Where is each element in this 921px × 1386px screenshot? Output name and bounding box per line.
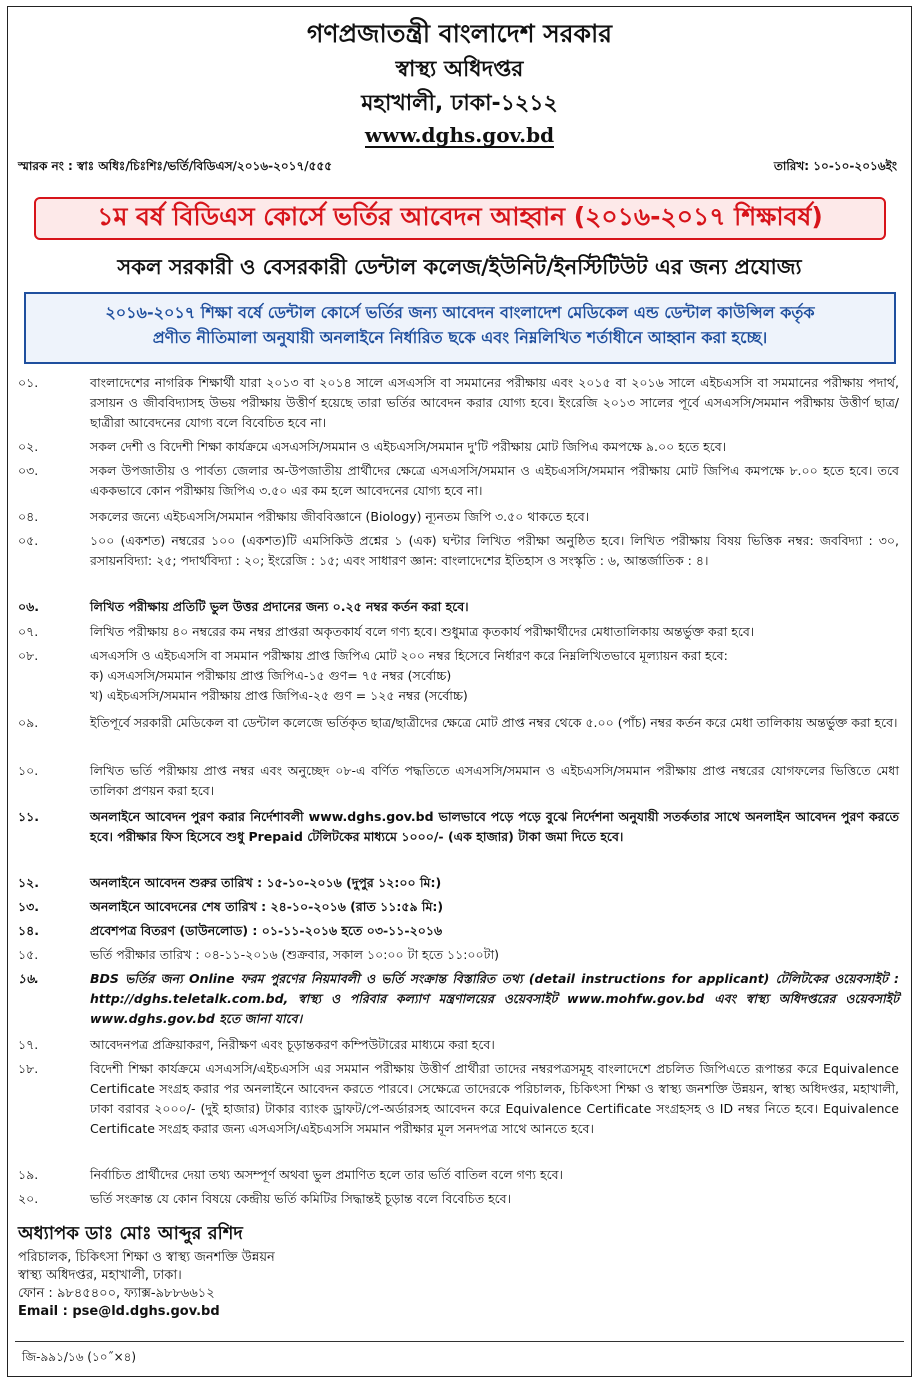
notice-subtitle: সকল সরকারী ও বেসরকারী ডেন্টাল কলেজ/ইউনিট/ইনস্টিটিউট এর জন্য প্রযোজ্য: [117, 255, 802, 279]
intro-box: [24, 292, 896, 364]
item-number: ০১.: [18, 375, 39, 390]
item-number: ০৬.: [18, 599, 40, 614]
item-text: অনলাইনে আবেদনের শেষ তারিখ : ২৪-১০-২০১৬ (রাত ১১:৫৯ মি:): [90, 899, 444, 914]
item-number: ২০.: [18, 1191, 39, 1206]
item-number: ১৯.: [18, 1167, 39, 1182]
website-link[interactable]: www.dghs.gov.bd: [364, 123, 555, 147]
item-text: সকল দেশী ও বিদেশী শিক্ষা কার্যক্রমে এসএসসি/সমমান ও এইচএসসি/সমমান দু'টি পরীক্ষায় মোট জিপিএ কমপক্ষে ৯.০০ হতে হবে।: [90, 439, 727, 454]
title-banner: [34, 197, 886, 240]
item-text: আবেদনপত্র প্রক্রিয়াকরণ, নিরীক্ষণ এবং চূড়ান্তকরণ কম্পিউটারের মাধ্যমে করা হবে।: [90, 1037, 495, 1052]
item-number: ১৩.: [18, 899, 39, 914]
contact-email[interactable]: Email : pse@ld.dghs.gov.bd: [18, 1304, 220, 1319]
notice-date: তারিখ: ১০-১০-২০১৬ইং: [773, 159, 897, 173]
item-number: ০৭.: [18, 624, 39, 639]
item-subpoint-b: খ) এইচএসসি/সমমান পরীক্ষায় প্রাপ্ত জিপিএ-২৫ গুণ = ১২৫ নম্বর (সর্বোচ্চ): [90, 688, 468, 703]
govt-name: গণপ্রজাতন্ত্রী বাংলাদেশ সরকার: [307, 19, 612, 48]
item-text: লিখিত ভর্তি পরীক্ষায় প্রাপ্ত নম্বর এবং অনুচ্ছেদ ০৮-এ বর্ণিত পদ্ধতিতে এসএসসি/সমমান ও এইচএসসি/সমমান পরীক্ষায় প্রাপ্ত নম্বরের যোগফলের ভিত্তিতে মেধা তালিকা প্রণয়ন করা হবে।: [90, 763, 899, 798]
item-number: ১৫.: [18, 947, 39, 962]
item-text: অনলাইনে আবেদন পুরণ করার নির্দেশাবলী www.dghs.gov.bd ভালভাবে পড়ে পড়ে বুঝে নির্দেশনা অনুযায়ী সতর্কতার সাথে অনলাইন আবেদন পুরণ করতে হবে। পরীক্ষার ফিস হিসেবে শুধু Prepaid টেলিটকের মাধ্যমে ১০০০/- (এক হাজার) টাকা জমা দিতে হবে।: [90, 809, 899, 844]
item-text: ভর্তি সংক্রান্ত যে কোন বিষয়ে কেন্দ্রীয় ভর্তি কমিটির সিদ্ধান্তই চূড়ান্ত বলে বিবেচিত হবে।: [90, 1191, 512, 1206]
signatory-name: অধ্যাপক ডাঃ মোঃ আব্দুর রশিদ: [18, 1223, 243, 1244]
footer-divider: [15, 1341, 904, 1342]
item-text: বিদেশী শিক্ষা কার্যক্রমে এসএসসি/এইচএসসি এর সমমান পরীক্ষায় উত্তীর্ণ প্রার্থীরা তাদের নম্বরপত্রসমূহ বাংলাদেশে প্রচলিত জিপিএতে রূপান্তর করে Equivalence Certificate সংগ্রহ করার পর অনলাইনে আবেদন করতে পারবে। সেক্ষেত্রে তাদেরকে পরিচালক, চিকিৎসা শিক্ষা ও স্বাস্থ্য জনশক্তি উন্নয়ন, স্বাস্থ্য অধিদপ্তর, মহাখালী, ঢাকা বরাবর ২০০০/- (দুই হাজার) টাকার ব্যাংক ড্রাফট/পে-অর্ডারসহ আবেদন করে Equivalence Certificate সংগ্রহসহ ও ID নম্বর নিতে হবে। Equivalence Certificate সংগ্রহ করার জন্য এসএসসি/এইচএসসি সমমান পরীক্ষার মূল সনদপত্র সাথে আনতে হবে।: [90, 1061, 899, 1136]
signatory-designation: পরিচালক, চিকিৎসা শিক্ষা ও স্বাস্থ্য জনশক্তি উন্নয়ন: [18, 1250, 275, 1265]
item-number: ১০.: [18, 763, 39, 778]
item-text: সকল উপজাতীয় ও পার্বত্য জেলার অ-উপজাতীয় প্রার্থীদের ক্ষেত্রে এসএসসি/সমমান ও এইচএসসি/সমমান পরীক্ষায় মোট জিপিএ কমপক্ষে ৮.০০ হতে হবে। তবে এককভাবে কোন পরীক্ষায় জিপিএ ৩.৫০ এর কম হলে আবেদনের যোগ্য হবে না।: [90, 463, 899, 498]
memo-number: স্মারক নং : স্বাঃ অধিঃ/চিঃশিঃ/ভর্তি/বিডিএস/২০১৬-২০১৭/৫৫৫: [18, 159, 333, 173]
item-text: এসএসসি ও এইচএসসি বা সমমান পরীক্ষায় প্রাপ্ত জিপিএ মোট ২০০ নম্বর হিসেবে নির্ধারণ করে নিম্নলিখিতভাবে মূল্যায়ন করা হবে:: [90, 648, 728, 663]
item-text: নির্বাচিত প্রার্থীদের দেয়া তথ্য অসম্পূর্ণ অথবা ভুল প্রমাণিত হলে তার ভর্তি বাতিল বলে গণ্য হবে।: [90, 1167, 564, 1182]
item-subpoint-a: ক) এসএসসি/সমমান পরীক্ষায় প্রাপ্ত জিপিএ-১৫ গুণ= ৭৫ নম্বর (সর্বোচ্চ): [90, 668, 452, 683]
govt-ad-code: জি-৯৯১/১৬ (১০˝×৪): [22, 1350, 137, 1364]
item-text: সকলের জন্যে এইচএসসি/সমমান পরীক্ষায় জীববিজ্ঞানে (Biology) ন্যূনতম জিপি ৩.৫০ থাকতে হবে।: [90, 509, 590, 524]
intro-line-1: ২০১৬-২০১৭ শিক্ষা বর্ষে ডেন্টাল কোর্সে ভর্তির জন্য আবেদন বাংলাদেশ মেডিকেল এন্ড ডেন্টাল কাউন্সিল কর্তৃক: [105, 303, 815, 322]
address: মহাখালী, ঢাকা-১২১২: [361, 91, 558, 116]
signatory-office: স্বাস্থ্য অধিদপ্তর, মহাখালী, ঢাকা।: [18, 1268, 182, 1283]
item-text: লিখিত পরীক্ষায় ৪০ নম্বরের কম নম্বর প্রাপ্তরা অকৃতকার্য বলে গণ্য হবে। শুধুমাত্র কৃতকার্য পরীক্ষার্থীদের মেধাতালিকায় অন্তর্ভুক্ত করা হবে।: [90, 624, 755, 639]
item-number: ১২.: [18, 875, 39, 890]
contact-phone: ফোন : ৯৮৪৫৪০০, ফ্যাক্স-৯৮৮৬৬১২: [18, 1286, 215, 1301]
item-number: ০৩.: [18, 463, 39, 478]
item-number: ০৪.: [18, 509, 39, 524]
intro-line-2: প্রণীত নীতিমালা অনুযায়ী অনলাইনে নির্ধারিত ছকে এবং নিম্নলিখিত শর্তাধীনে আহ্বান করা হচ্ছে।: [152, 327, 768, 347]
item-number: ১৮.: [18, 1061, 39, 1076]
item-text: বাংলাদেশের নাগরিক শিক্ষার্থী যারা ২০১৩ বা ২০১৪ সালে এসএসসি বা সমমানের পরীক্ষায় এবং ২০১৫ বা ২০১৬ সালে এইচএসসি বা সমমানের পরীক্ষায় পদার্থ, রসায়ন ও জীববিদ্যাসহ উভয় পরীক্ষায় উত্তীর্ণ হয়েছে তারা ভর্তির আবেদন করার যোগ্য হবে। ইংরেজি ২০১৩ সালের পূর্বে এসএসসি/সমমান পরীক্ষায় উত্তীর্ণ ছাত্র/ছাত্রীরা আবেদনের যোগ্য বলে বিবেচিত হবে না।: [90, 375, 899, 430]
item-number: ১১.: [18, 809, 39, 824]
item-number: ০২.: [18, 439, 39, 454]
item-text: লিখিত পরীক্ষায় প্রতিটি ভুল উত্তর প্রদানের জন্য ০.২৫ নম্বর কর্তন করা হবে।: [90, 599, 469, 614]
item-text: ভর্তি পরীক্ষার তারিখ : ০৪-১১-২০১৬ (শুক্রবার, সকাল ১০:০০ টা হতে ১১:০০টা): [90, 947, 499, 962]
item-text: BDS ভর্তির জন্য Online ফরম পুরণের নিয়মাবলী ও ভর্তি সংক্রান্ত বিস্তারিত তথ্য (detail instructions for applicant) টেলিটকের ওয়েবসাইট : http://dghs.teletalk.com.bd, স্বাস্থ্য ও পরিবার কল্যাণ মন্ত্রণালয়ের ওয়েবসাইট www.mohfw.gov.bd এবং স্বাস্থ্য অধিদপ্তরের ওয়েবসাইট www.dghs.gov.bd হতে জানা যাবে।: [90, 971, 899, 1026]
item-number: ০৮.: [18, 648, 39, 663]
item-number: ০৫.: [18, 533, 39, 548]
item-number: ১৭.: [18, 1037, 39, 1052]
item-text-group: [90, 646, 899, 706]
item-number: ০৯.: [18, 715, 39, 730]
item-text: ইতিপূর্বে সরকারী মেডিকেল বা ডেন্টাল কলেজে ভর্তিকৃত ছাত্র/ছাত্রীদের ক্ষেত্রে মোট প্রাপ্ত নম্বর থেকে ৫.০০ (পাঁচ) নম্বর কর্তন করে মেধা তালিকায় অন্তর্ভুক্ত করা হবে।: [90, 715, 898, 730]
item-text: প্রবেশপত্র বিতরণ (ডাউনলোড) : ০১-১১-২০১৬ হতে ০৩-১১-২০১৬: [90, 923, 443, 938]
notice-page: [7, 6, 912, 1377]
directorate-name: স্বাস্থ্য অধিদপ্তর: [395, 57, 524, 82]
item-number: ১৬.: [18, 971, 39, 986]
notice-title: ১ম বর্ষ বিডিএস কোর্সে ভর্তির আবেদন আহ্বান (২০১৬-২০১৭ শিক্ষাবর্ষ): [97, 202, 823, 231]
item-text: ১০০ (একশত) নম্বরের ১০০ (একশত)টি এমসিকিউ প্রশ্নের ১ (এক) ঘন্টার লিখিত পরীক্ষা অনুষ্ঠিত হবে। লিখিত পরীক্ষায় বিষয় ভিত্তিক নম্বর: জববিদ্যা : ৩০, রসায়নবিদ্যা: ২৫; পদার্থবিদ্যা : ২০; ইংরেজি : ১৫; এবং সাধারণ জ্ঞান: বাংলাদেশের ইতিহাস ও সংস্কৃতি : ৬, আন্তর্জাতিক : ৪।: [90, 533, 899, 568]
item-text: অনলাইনে আবেদন শুরুর তারিখ : ১৫-১০-২০১৬ (দুপুর ১২:০০ মি:): [90, 875, 442, 890]
item-number: ১৪.: [18, 923, 39, 938]
signature-block: [18, 1225, 275, 1321]
